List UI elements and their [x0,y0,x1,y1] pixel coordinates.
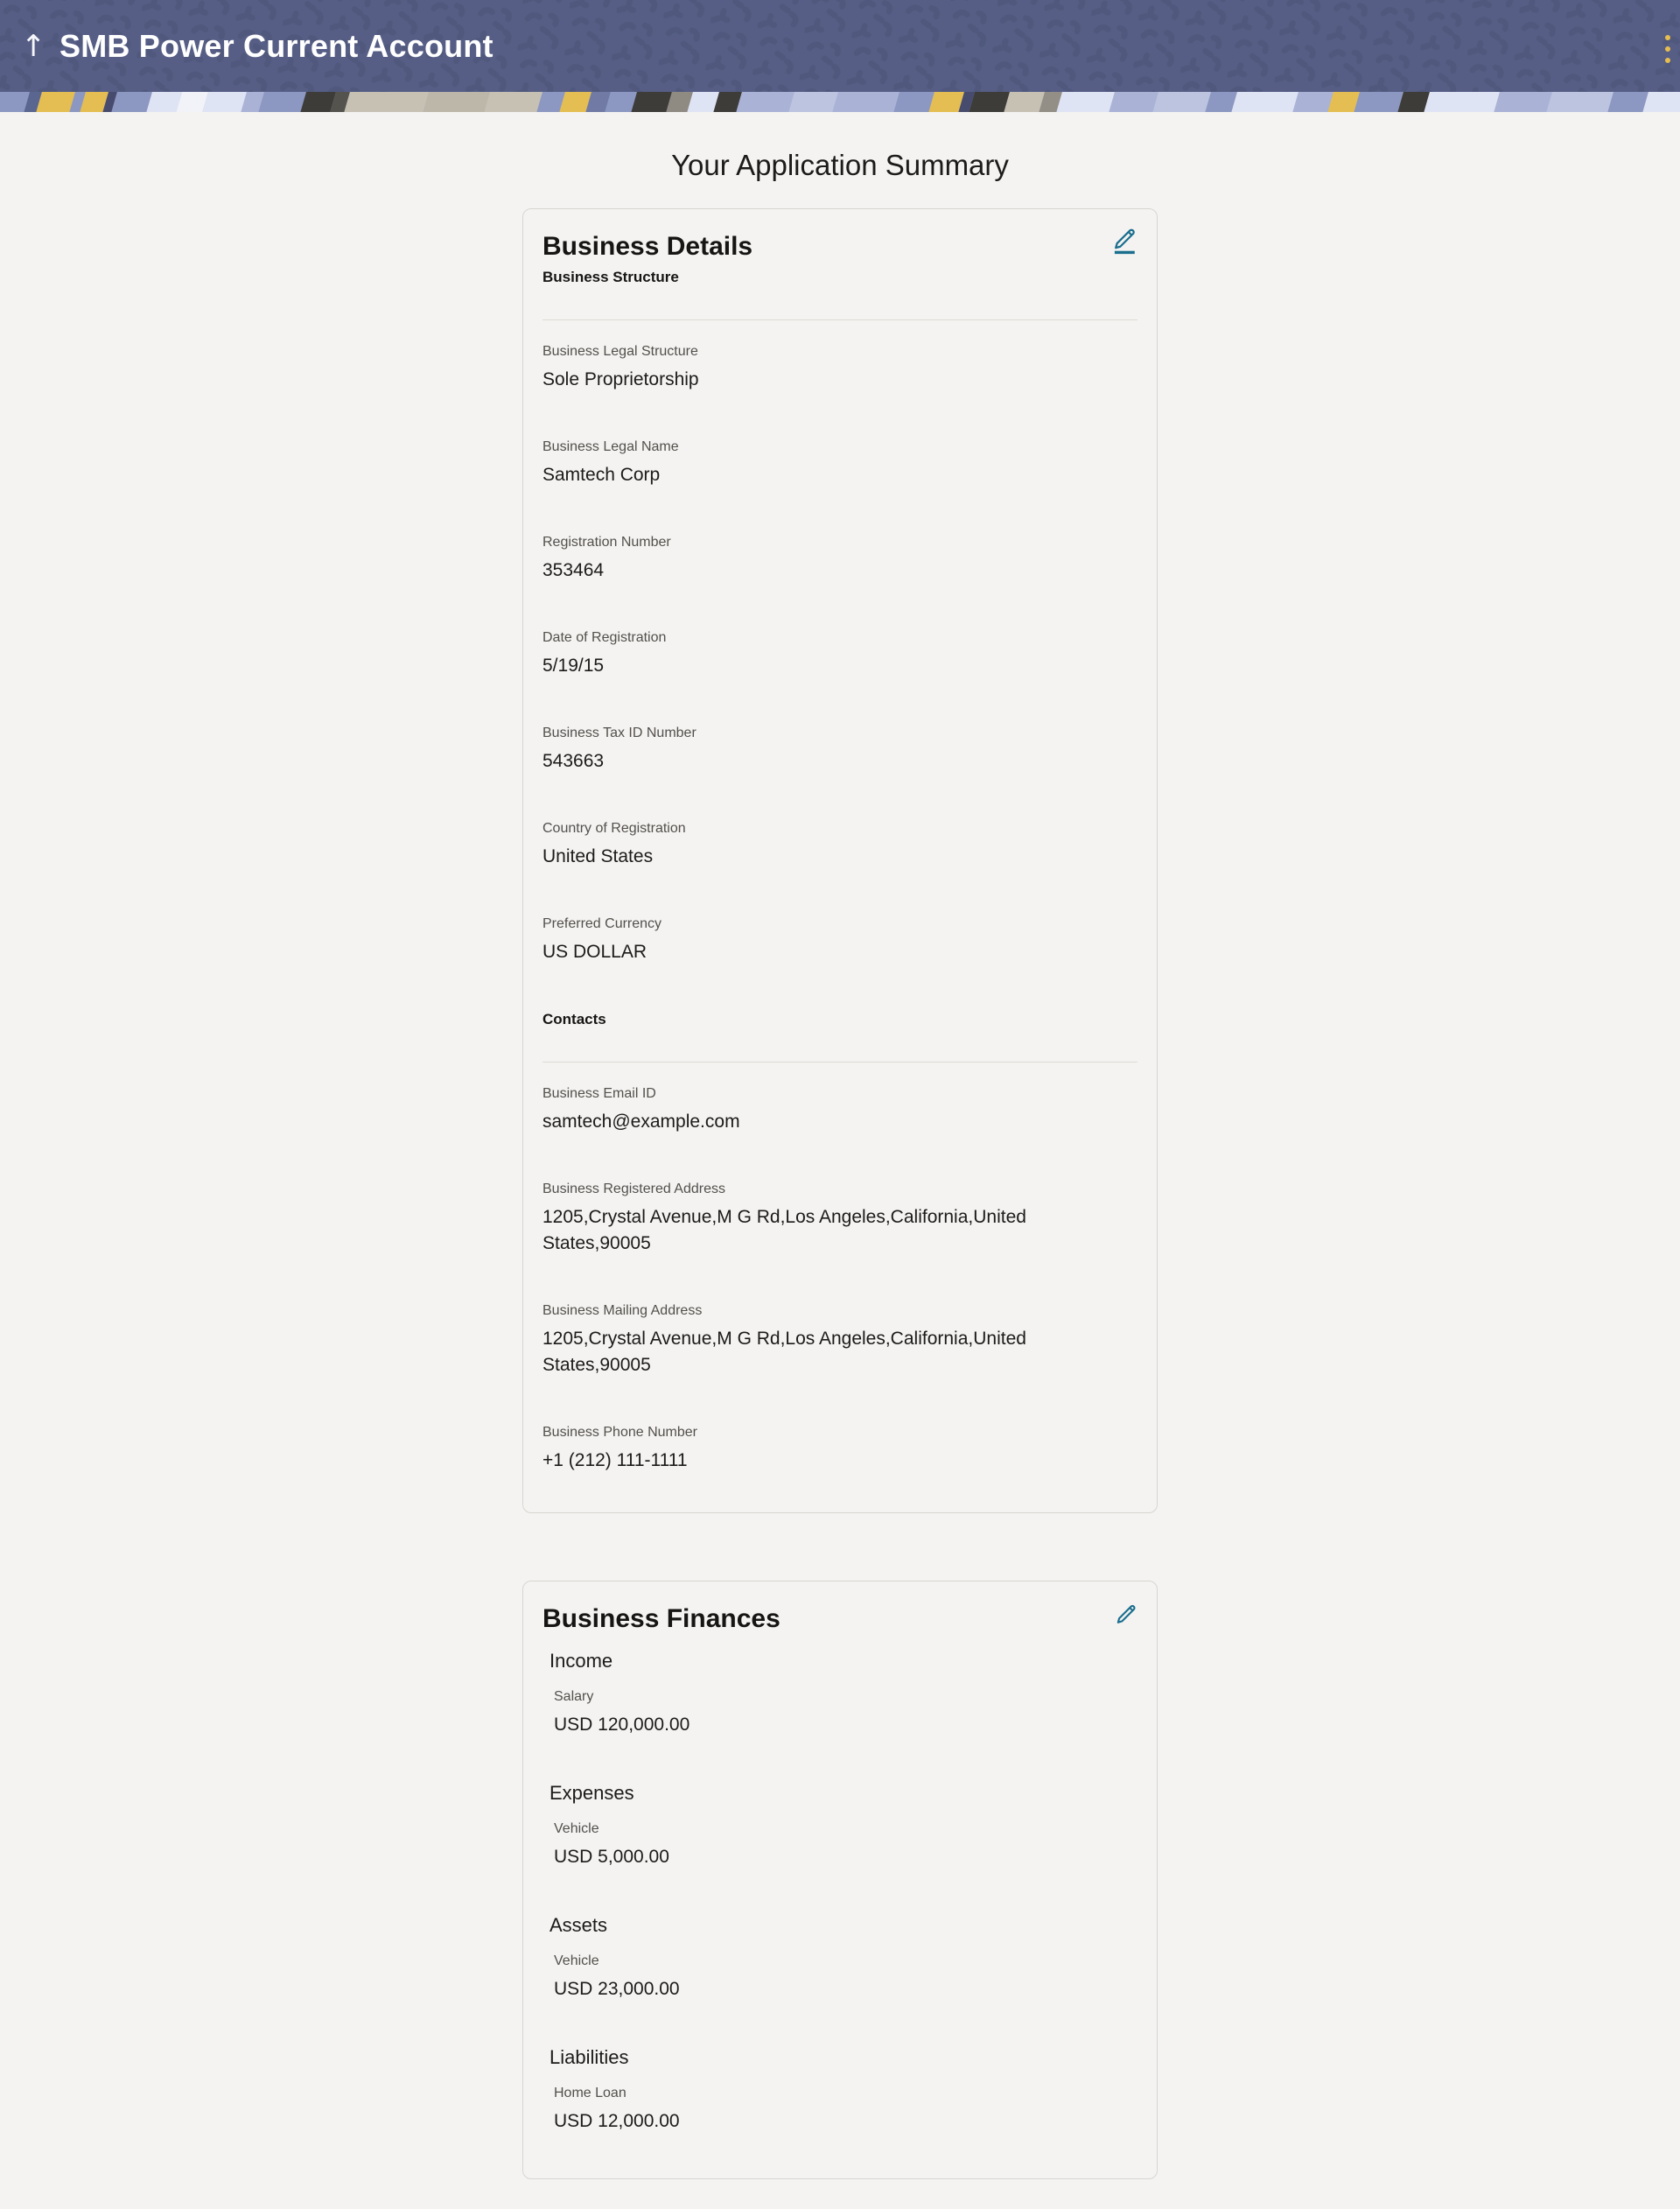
field-value: 1205,Crystal Avenue,M G Rd,Los Angeles,California,United States,90005 [542,1329,1026,1375]
decorative-banner [0,92,1680,112]
field-value: USD 5,000.00 [554,1847,669,1867]
finance-group-expenses [542,1782,1138,1870]
finance-group-heading: Income [550,1650,613,1672]
field-label: Business Email ID [542,1086,656,1101]
field-value: USD 120,000.00 [554,1715,690,1735]
field-label: Business Tax ID Number [542,726,696,740]
business-finances-card [522,1581,1158,2179]
app-header [0,0,1680,92]
field-label: Vehicle [554,1821,599,1836]
banner-collage-pattern [0,92,1680,112]
header-content [0,0,1680,92]
field-row [542,534,1138,584]
edit-business-finances-button[interactable] [1110,1599,1139,1629]
field-label: Home Loan [554,2086,626,2100]
field-value: Samtech Corp [542,465,661,485]
field-value: 543663 [542,751,605,771]
business-details-card [522,208,1158,1513]
field-row [542,438,1138,488]
finance-group-liabilities [542,2046,1138,2135]
field-label: Business Registered Address [542,1182,725,1196]
finance-group-assets [542,1914,1138,2002]
field-row [542,725,1138,775]
field-value: United States [542,846,654,866]
field-label: Business Mailing Address [542,1303,703,1318]
business-finances-title: Business Finances [542,1604,780,1633]
field-row [542,820,1138,870]
field-value: 5/19/15 [542,656,605,676]
pencil-underline-icon [1110,227,1139,256]
section-heading-contacts: Contacts [542,1011,606,1027]
field-value: US DOLLAR [542,942,648,962]
field-label: Business Legal Structure [542,344,698,359]
field-row [542,343,1138,393]
field-value: +1 (212) 111-1111 [542,1450,688,1470]
field-row [542,629,1138,679]
finance-group-heading: Liabilities [550,2046,629,2068]
field-label: Registration Number [542,535,671,550]
finance-group-heading: Expenses [550,1782,634,1804]
field-value: 353464 [542,560,605,580]
finance-group-heading: Assets [550,1914,608,1936]
section-heading-business-structure: Business Structure [542,269,679,285]
field-value: samtech@example.com [542,1112,740,1132]
field-row [550,1953,1138,2002]
application-summary [0,149,1680,2209]
field-row [550,1688,1138,1738]
kebab-dot [1665,35,1670,40]
field-row [542,915,1138,965]
page-title: Your Application Summary [671,149,1009,181]
app-title: SMB Power Current Account [60,27,494,64]
up-arrow-icon[interactable]: ↑ [21,32,60,61]
field-value: USD 23,000.00 [554,1979,680,1999]
field-label: Salary [554,1689,594,1704]
field-row [542,1181,1138,1257]
kebab-dot [1665,46,1670,52]
kebab-menu-icon[interactable] [1662,32,1674,67]
field-row [542,1085,1138,1135]
kebab-dot [1665,58,1670,63]
field-label: Preferred Currency [542,916,662,931]
field-row [550,1820,1138,1870]
field-row [542,1424,1138,1474]
page-end-spacer [0,2179,1680,2209]
field-value: USD 12,000.00 [554,2111,680,2131]
edit-business-details-button[interactable] [1110,227,1139,256]
business-details-title: Business Details [542,232,753,261]
field-label: Business Phone Number [542,1425,697,1440]
field-label: Country of Registration [542,821,686,836]
pencil-icon [1110,1599,1139,1629]
field-label: Vehicle [554,1953,599,1968]
divider [542,319,1138,320]
field-value: 1205,Crystal Avenue,M G Rd,Los Angeles,California,United States,90005 [542,1207,1026,1253]
finance-group-income [542,1650,1138,1738]
field-label: Date of Registration [542,630,667,645]
field-label: Business Legal Name [542,439,679,454]
field-value: Sole Proprietorship [542,369,699,389]
field-row [542,1302,1138,1378]
field-row [550,2085,1138,2135]
